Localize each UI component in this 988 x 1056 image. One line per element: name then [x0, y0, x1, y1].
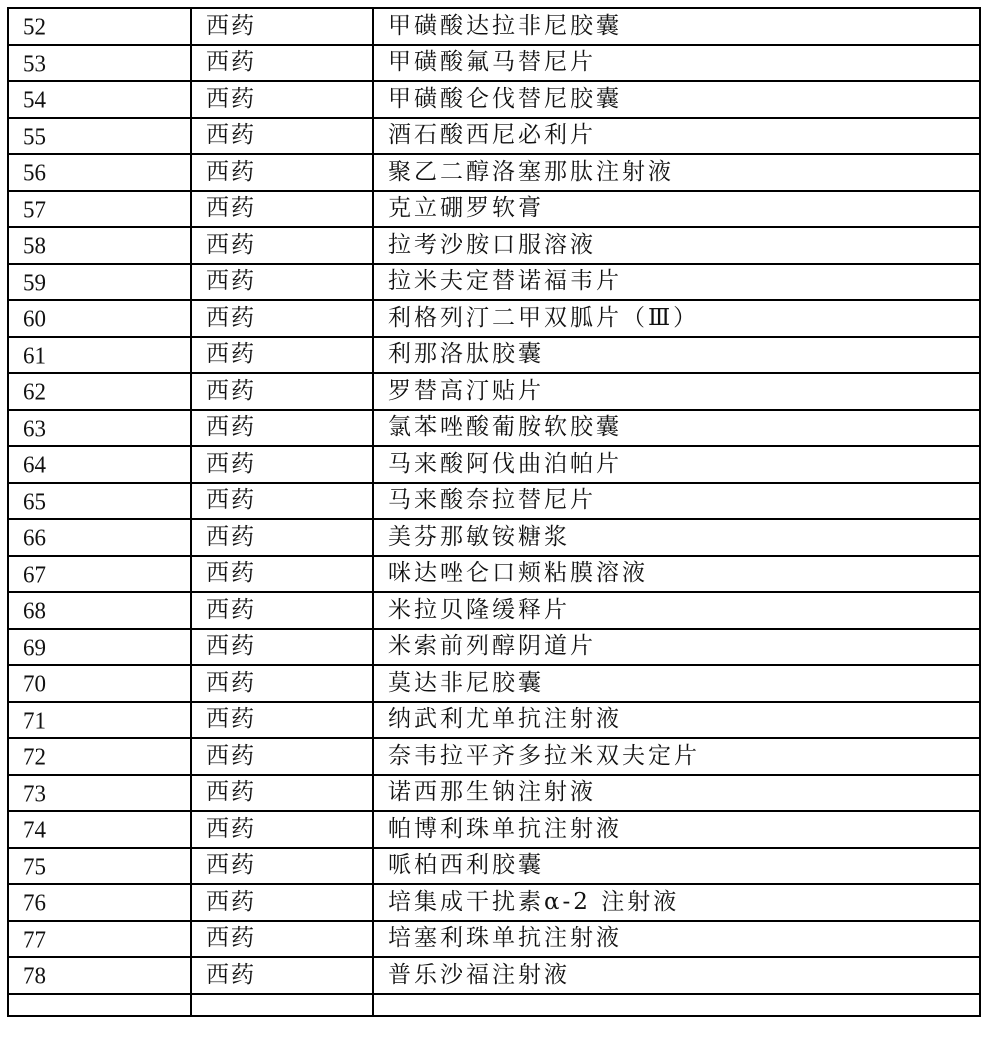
category-cell: 西药: [191, 811, 373, 848]
table-row: [8, 81, 980, 118]
drug-name-cell: 马来酸奈拉替尼片: [373, 483, 980, 520]
drug-name-cell: 哌柏西利胶囊: [373, 848, 980, 885]
row-number-cell: 56: [8, 153, 191, 191]
table-row: [8, 738, 980, 775]
category-cell: 西药: [191, 8, 373, 45]
table-row: [8, 45, 980, 82]
drug-name-cell: 纳武利尤单抗注射液: [373, 702, 980, 739]
row-number-cell: 75: [8, 847, 191, 885]
drug-name-cell: 培集成干扰素α-2 注射液: [373, 884, 980, 921]
category-cell: 西药: [191, 154, 373, 191]
drug-name-cell: 甲磺酸达拉非尼胶囊: [373, 8, 980, 45]
row-number-cell: 64: [8, 445, 191, 483]
drug-name-cell: 莫达非尼胶囊: [373, 665, 980, 702]
table-row: [8, 264, 980, 301]
row-number-cell: 72: [8, 737, 191, 775]
category-cell: 西药: [191, 519, 373, 556]
row-number-cell: 71: [8, 701, 191, 739]
category-cell: 西药: [191, 410, 373, 447]
category-cell: 西药: [191, 738, 373, 775]
category-cell: 西药: [191, 483, 373, 520]
row-number-cell: 77: [8, 920, 191, 958]
table-row: [8, 592, 980, 629]
row-number-cell: 55: [8, 117, 191, 155]
table-body: [8, 8, 980, 1016]
table-row: [8, 118, 980, 155]
category-cell: 西药: [191, 592, 373, 629]
table-row: [8, 957, 980, 994]
table-row: [8, 154, 980, 191]
drug-name-cell: 聚乙二醇洛塞那肽注射液: [373, 154, 980, 191]
drug-name-cell: 帕博利珠单抗注射液: [373, 811, 980, 848]
table-row: [8, 446, 980, 483]
category-cell: 西药: [191, 337, 373, 374]
category-cell: 西药: [191, 45, 373, 82]
row-number-cell: 69: [8, 628, 191, 666]
category-cell: 西药: [191, 884, 373, 921]
drug-name-cell: 拉考沙胺口服溶液: [373, 227, 980, 264]
row-number-cell: 62: [8, 372, 191, 410]
drug-name-cell: 普乐沙福注射液: [373, 957, 980, 994]
category-cell: 西药: [191, 264, 373, 301]
table-row: [8, 373, 980, 410]
category-cell: 西药: [191, 373, 373, 410]
drug-name-cell: 咪达唑仑口颊粘膜溶液: [373, 556, 980, 593]
row-number-cell: 61: [8, 336, 191, 374]
table-row: [8, 8, 980, 45]
table-row: [8, 629, 980, 666]
table-row: [8, 775, 980, 812]
table-row: [8, 811, 980, 848]
table-row: [8, 921, 980, 958]
table-row: [8, 884, 980, 921]
table-row: [8, 483, 980, 520]
drug-name-cell: 米索前列醇阴道片: [373, 629, 980, 666]
category-cell: 西药: [191, 191, 373, 228]
category-cell: 西药: [191, 702, 373, 739]
row-number-cell: 74: [8, 810, 191, 848]
row-number-cell: 65: [8, 482, 191, 520]
category-cell: 西药: [191, 921, 373, 958]
row-number-cell: 52: [8, 7, 191, 45]
row-number-cell: 66: [8, 518, 191, 556]
row-number-cell: 59: [8, 263, 191, 301]
row-number-cell: 76: [8, 883, 191, 921]
category-cell: 西药: [191, 300, 373, 337]
table-row: [8, 410, 980, 447]
drug-name-cell: 培塞利珠单抗注射液: [373, 921, 980, 958]
drug-name-cell: 美芬那敏铵糖浆: [373, 519, 980, 556]
category-cell: 西药: [191, 665, 373, 702]
table-row: [8, 191, 980, 228]
drug-name-cell: 酒石酸西尼必利片: [373, 118, 980, 155]
category-cell: 西药: [191, 118, 373, 155]
row-number-cell: 70: [8, 664, 191, 702]
row-number-cell: 73: [8, 774, 191, 812]
drug-name-cell: 克立硼罗软膏: [373, 191, 980, 228]
drug-name-cell: 罗替高汀贴片: [373, 373, 980, 410]
row-number-cell: 67: [8, 555, 191, 593]
category-cell: 西药: [191, 957, 373, 994]
row-number-cell: 54: [8, 80, 191, 118]
drug-name-cell: 利格列汀二甲双胍片（Ⅲ）: [373, 300, 980, 337]
row-number-cell: 57: [8, 190, 191, 228]
row-number-cell: 53: [8, 44, 191, 82]
drug-name-cell: 马来酸阿伐曲泊帕片: [373, 446, 980, 483]
category-cell: 西药: [191, 227, 373, 264]
row-number-cell: 68: [8, 591, 191, 629]
table-row: [8, 300, 980, 337]
table-row: [8, 556, 980, 593]
table-row: [8, 337, 980, 374]
row-number-cell: 58: [8, 226, 191, 264]
drug-name-cell: 氯苯唑酸葡胺软胶囊: [373, 410, 980, 447]
table-row: [8, 519, 980, 556]
table-row: [8, 848, 980, 885]
drug-name-cell: 诺西那生钠注射液: [373, 775, 980, 812]
table-row: [8, 665, 980, 702]
row-number-cell: 78: [8, 956, 191, 994]
table-row: [8, 702, 980, 739]
category-cell: 西药: [191, 848, 373, 885]
table-row: [8, 227, 980, 264]
drug-name-cell: 甲磺酸仑伐替尼胶囊: [373, 81, 980, 118]
row-number-cell: 63: [8, 409, 191, 447]
drug-name-cell: 利那洛肽胶囊: [373, 337, 980, 374]
row-number-cell: 60: [8, 299, 191, 337]
empty-cell: [8, 993, 191, 1016]
empty-cell: [373, 994, 980, 1016]
drug-name-cell: 甲磺酸氟马替尼片: [373, 45, 980, 82]
category-cell: 西药: [191, 775, 373, 812]
drug-name-cell: 米拉贝隆缓释片: [373, 592, 980, 629]
category-cell: 西药: [191, 556, 373, 593]
drug-name-cell: 拉米夫定替诺福韦片: [373, 264, 980, 301]
drug-name-cell: 奈韦拉平齐多拉米双夫定片: [373, 738, 980, 775]
category-cell: 西药: [191, 629, 373, 666]
table-row-partial: [8, 994, 980, 1016]
drug-list-table: [7, 7, 981, 1017]
category-cell: 西药: [191, 446, 373, 483]
empty-cell: [191, 994, 373, 1016]
category-cell: 西药: [191, 81, 373, 118]
